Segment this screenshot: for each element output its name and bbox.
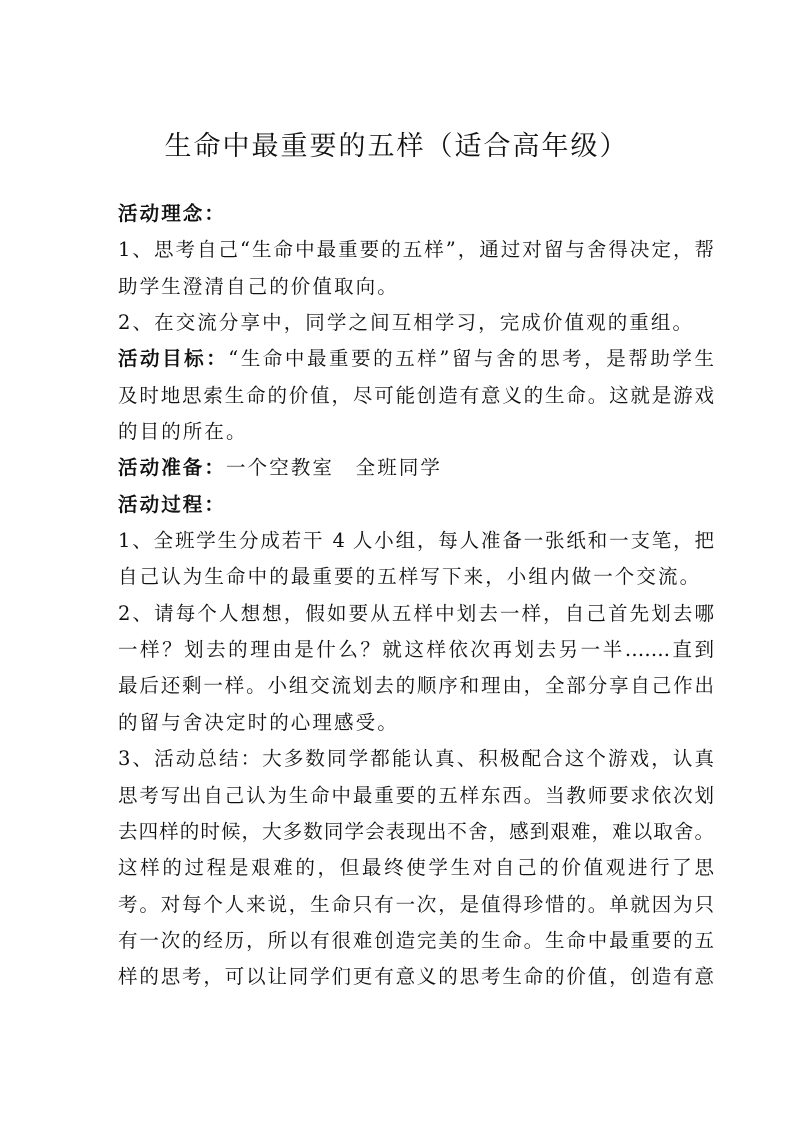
paragraph-line: 的留与舍决定时的心理感受。 <box>118 710 399 734</box>
paragraph-line: 2、请每个人想想，假如要从五样中划去一样，自己首先划去哪 <box>118 601 714 625</box>
section-label: 活动过程： <box>118 492 227 516</box>
paragraph-line: 一样？划去的理由是什么？就这样依次再划去另一半…….直到 <box>118 638 714 662</box>
paragraph-line: 3、活动总结：大多数同学都能认真、积极配合这个游戏，认真 <box>118 747 714 771</box>
paragraph-line: 样的思考，可以让同学们更有意义的思考生命的价值，创造有意 <box>118 965 714 989</box>
document-title: 生命中最重要的五样（适合高年级） <box>164 131 629 162</box>
paragraph-line: 考。对每个人来说，生命只有一次，是值得珍惜的。单就因为只 <box>118 892 714 916</box>
section-label: 活动准备： <box>118 456 227 480</box>
section-label: 活动目标： <box>118 347 229 371</box>
paragraph-line: 1、全班学生分成若干 4 人小组，每人准备一张纸和一支笔，把 <box>118 529 714 553</box>
paragraph-line: 思考写出自己认为生命中最重要的五样东西。当教师要求依次划 <box>118 783 714 807</box>
paragraph-line: 助学生澄清自己的价值取向。 <box>118 274 399 298</box>
paragraph-line: 自己认为生命中的最重要的五样写下来，小组内做一个交流。 <box>118 565 702 589</box>
paragraph-line: 2、在交流分享中，同学之间互相学习，完成价值观的重组。 <box>118 311 695 335</box>
paragraph-line: 最后还剩一样。小组交流划去的顺序和理由，全部分享自己作出 <box>118 674 714 698</box>
section-heading-philosophy <box>118 196 714 232</box>
paragraph-line: 及时地思索生命的价值，尽可能创造有意义的生命。这就是游戏 <box>118 383 714 407</box>
paragraph-line: 有一次的经历，所以有很难创造完美的生命。生命中最重要的五 <box>118 928 714 952</box>
paragraph-line: 去四样的时候，大多数同学会表现出不舍，感到艰难，难以取舍。 <box>118 819 714 843</box>
paragraph-line: 的目的所在。 <box>118 420 248 444</box>
paragraph-line: 这样的过程是艰难的，但最终使学生对自己的价值观进行了思 <box>118 856 714 880</box>
section-heading-process <box>118 487 714 523</box>
section-label: 活动理念： <box>118 202 227 225</box>
section-heading-goal: 活动目标：“生命中最重要的五样”留与舍的思考，是帮助学生 <box>118 347 714 371</box>
section-heading-preparation: 活动准备：一个空教室 全班同学 <box>118 456 443 480</box>
paragraph-line: 1、思考自己“生命中最重要的五样”，通过对留与舍得决定，帮 <box>118 238 714 262</box>
document-body <box>118 196 714 996</box>
